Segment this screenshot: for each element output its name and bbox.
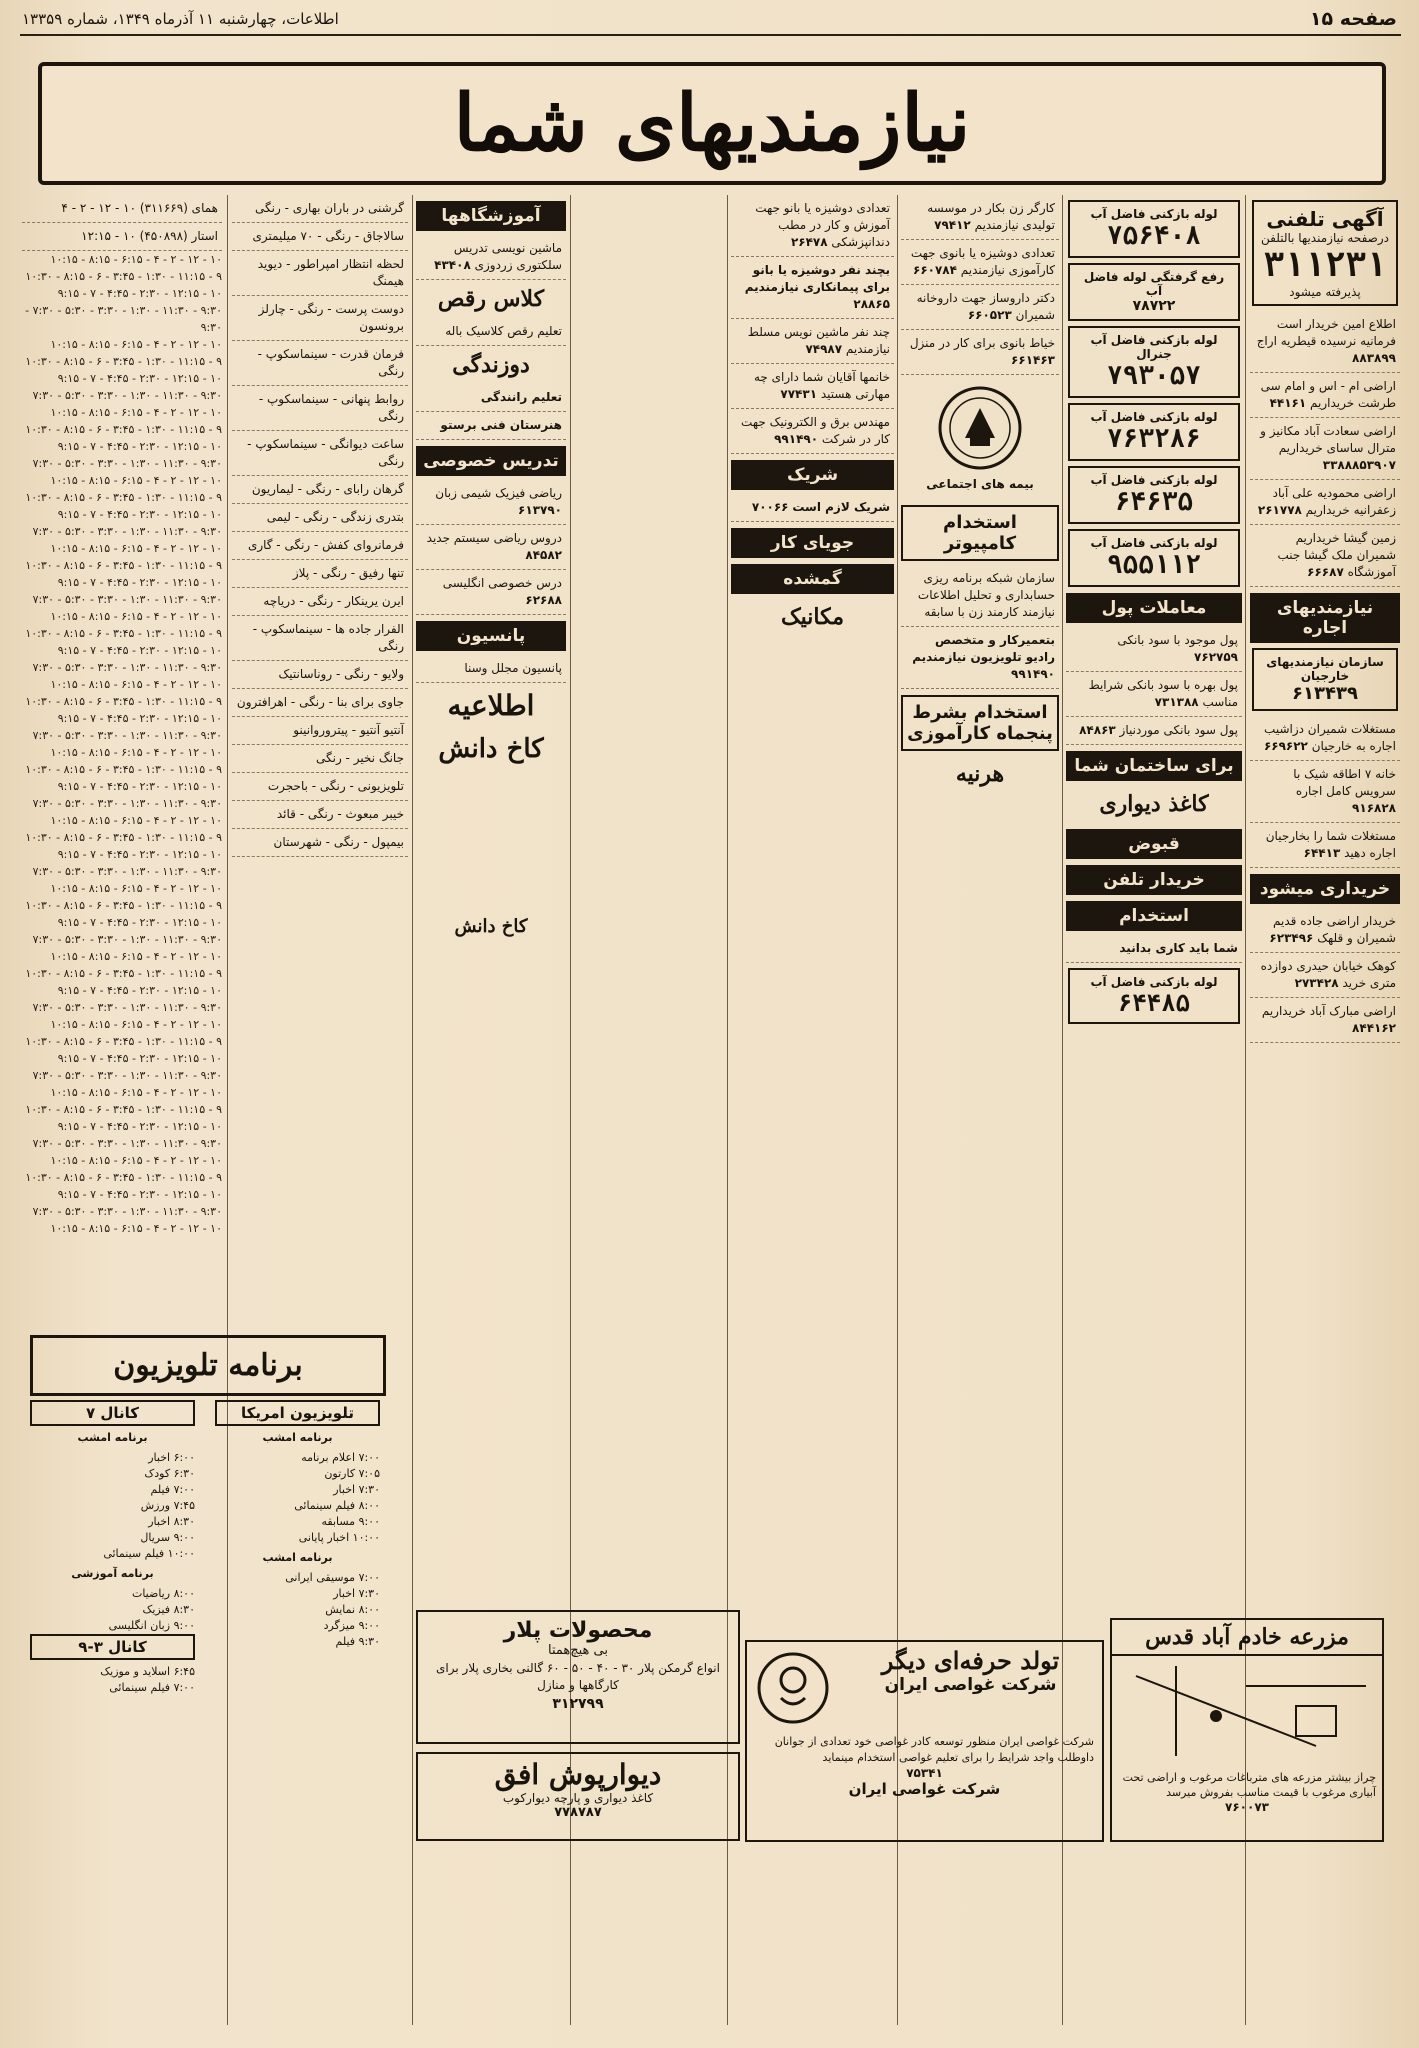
- column-employment-2: [731, 195, 894, 1605]
- cinema-listing: سالاجاق - رنگی - ۷۰ میلیمتری: [232, 223, 408, 251]
- notice-sub: کاخ دانش: [438, 734, 544, 764]
- classified-ad: بتعمیرکار و متخصص رادیو تلویزیون نیازمندیم ۹۹۱۴۹۰: [901, 627, 1059, 689]
- section-header-phone-buy: خریدار تلفن: [1066, 865, 1242, 895]
- farm-title: مزرعه خادم آباد قدس: [1112, 1620, 1382, 1656]
- classified-ad: تعلیم رقص کلاسیک باله: [416, 318, 566, 346]
- cinema-listing: بیمپول - رنگی - شهرستان: [232, 829, 408, 857]
- pipe-ad: رفع گرفتگی لوله فاضل آب ۷۸۷۲۲: [1068, 263, 1240, 321]
- classified-ad: شما باید کاری بدانید: [1066, 935, 1242, 963]
- rent-org-box: سازمان نیازمندیهای خارجیان ۶۱۳۴۳۹: [1252, 648, 1398, 711]
- pelar-ad: [416, 1610, 740, 1744]
- tv-col-ch7: کانال ۷ برنامه امشب ۶:۰۰ اخبار ۶:۳۰ کودک ۷:۰۰ فیلم ۷:۴۵ ورزش ۸:۳۰ اخبار ۹:۰۰ سریال ۱۰:۰۰ فیلم سینمائی برنامه آموزشی ۸:۰۰ ریاضیات ۸:۳۰ فیزیک ۹:۰۰ زبان انگلیسی کانال ۳-۹ ۶:۴۵ اسلاید و موزیک ۷:۰۰ فیلم سینمائی: [30, 1400, 195, 1830]
- pipe-ad: لوله بازکنی فاضل آب ۶۴۶۳۵: [1068, 466, 1240, 524]
- classified-ad: کوهک خیابان حیدری دوازده متری خرید ۲۷۳۴۲۸: [1250, 953, 1400, 998]
- cinema-listing: استار (۴۵۰۸۹۸) ۱۰ - ۱۲:۱۵: [22, 223, 222, 251]
- column-education: [416, 195, 566, 1695]
- farm-text: چراز بیشتر مزرعه های مترباغات مرغوب و اراضی تحت آبیاری مرغوب با قیمت مناسب بفروش میرسد: [1122, 1771, 1376, 1799]
- cinema-listing: روابط پنهانی - سینماسکوپ - رنگی: [232, 386, 408, 431]
- cinema-listing: جاوی برای بنا - رنگی - اهرافترون: [232, 689, 408, 717]
- column-cinema-left: [22, 195, 222, 1315]
- classified-ad: کارگر زن بکار در موسسه تولیدی نیازمندیم ۷۹۴۱۲: [901, 195, 1059, 240]
- afak-ad: [416, 1752, 740, 1841]
- banner-title: نیازمندیهای شما: [453, 78, 971, 169]
- classified-ad: خانمها آقایان شما دارای چه مهارتی هستید ۷۷۴۳۱: [731, 364, 894, 409]
- cinema-listing: تنها رفیق - رنگی - پلاز: [232, 560, 408, 588]
- section-header-partner: شریک: [731, 460, 894, 490]
- classified-ad: مستغلات شما را بخارجیان اجاره دهید ۶۴۴۱۳: [1250, 823, 1400, 868]
- cinema-listing: گرشنی در باران بهاری - رنگی: [232, 195, 408, 223]
- column-realestate: [1250, 195, 1400, 1605]
- classified-ad: تعلیم رانندگی: [416, 384, 566, 412]
- phone-number: ۳۱۱۲۳۱: [1263, 245, 1387, 285]
- classified-ad: خیاط بانوی برای کار در منزل ۶۶۱۴۶۳: [901, 330, 1059, 375]
- classified-ad: ماشین نویسی تدریس سلکتوری زردوزی ۴۳۴۰۸: [416, 235, 566, 280]
- cinema-listing: خیبر مبعوث - رنگی - قائد: [232, 801, 408, 829]
- page-number: صفحه ۱۵: [1309, 8, 1397, 30]
- cinema-listing: الفرار جاده ها - سینماسکوپ - رنگی: [232, 616, 408, 661]
- channel-us: تلویزیون امریکا: [215, 1400, 380, 1426]
- emblem-block: [901, 375, 1059, 499]
- classified-ad: پول موجود با سود بانکی ۷۶۲۷۵۹: [1066, 627, 1242, 672]
- hernia-title: هرنیه: [955, 761, 1005, 787]
- pelar-phone: ۳۱۲۷۹۹: [552, 1696, 604, 1712]
- cinema-listing: ولایو - رنگی - روناسانتیک: [232, 661, 408, 689]
- classified-ad: اطلاع امین خریدار است فرمانیه نرسیده قیطریه اراج ۸۸۳۸۹۹: [1250, 311, 1400, 373]
- farm-phone: ۷۶۰۰۷۳: [1225, 1800, 1269, 1814]
- hire2-title: استخدام بشرط پنجماه کارآموزی: [901, 695, 1059, 751]
- diving-phone: ۷۵۳۴۱: [906, 1766, 943, 1780]
- classified-ad: اراضی مبارک آباد خریداریم ۸۴۴۱۶۲: [1250, 998, 1400, 1043]
- section-header-private: تدریس خصوصی: [416, 446, 566, 476]
- section-header-building: برای ساختمان شما: [1066, 751, 1242, 781]
- cinema-listing: گرهان رابای - رنگی - لیماریون: [232, 476, 408, 504]
- classified-ad: پول بهره با سود بانکی شرایط مناسب ۷۳۱۳۸۸: [1066, 672, 1242, 717]
- notice-title: اطلاعیه: [447, 689, 535, 722]
- cinema-listing: ایرن یرینکار - رنگی - دریاچه: [232, 588, 408, 616]
- diving-title: تولد حرفه‌ای دیگر: [881, 1646, 1060, 1675]
- classified-ad: پانسیون مجلل وسنا: [416, 655, 566, 683]
- classified-ad: اراضی سعادت آباد مکانیز و مترال ساسای خریداریم ۳۳۸۸۸۵۳۹۰۷: [1250, 418, 1400, 480]
- classified-ad: ریاضی فیزیک شیمی زبان ۶۱۳۷۹۰: [416, 480, 566, 525]
- pipe-ad: لوله بازکنی فاضل آب ۷۵۶۴۰۸: [1068, 200, 1240, 258]
- classified-ad: هنرستان فنی برستو: [416, 412, 566, 440]
- cinema-listing: آنتیو آنتیو - پیتروروانینو: [232, 717, 408, 745]
- pipe-ad: لوله بازکنی فاضل آب ۹۵۵۱۱۲: [1068, 529, 1240, 587]
- tv-program-title: برنامه تلویزیون: [30, 1335, 386, 1396]
- classified-ad: خانه ۷ اطاقه شیک با سرویس کامل اجاره ۹۱۶۸۲۸: [1250, 761, 1400, 823]
- pipe-ad: لوله بازکنی فاضل آب ۶۴۴۸۵: [1068, 968, 1240, 1024]
- mechanic-title: مکانیک: [780, 604, 845, 630]
- farm-ad: [1110, 1618, 1384, 1842]
- tv-col-us: تلویزیون امریکا برنامه امشب ۷:۰۰ اعلام برنامه ۷:۰۵ کارتون ۷:۳۰ اخبار ۸:۰۰ فیلم سینمائی ۹:۰۰ مسابقه ۱۰:۰۰ اخبار پایانی برنامه امشب ۷:۰۰ موسیقی ایرانی ۷:۳۰ اخبار ۸:۰۰ نمایش ۹:۰۰ میزگرد ۹:۳۰ فیلم: [215, 1400, 380, 1830]
- pipe-ad: لوله بازکنی فاضل آب جنرال ۷۹۳۰۵۷: [1068, 326, 1240, 398]
- channel-3: کانال ۳-۹: [30, 1634, 195, 1660]
- section-header-pension: پانسیون: [416, 621, 566, 651]
- cinema-listing: فرمانروای کفش - رنگی - گاری: [232, 532, 408, 560]
- phone-box-title: آگهی تلفنی: [1266, 207, 1384, 231]
- column-rule: [570, 195, 571, 2025]
- section-header-buy: خریداری میشود: [1250, 874, 1400, 904]
- classified-ad: چند نفر ماشین نویس مسلط نیازمندیم ۷۴۹۸۷: [731, 319, 894, 364]
- column-employment-1: [901, 195, 1059, 1605]
- classified-ad: شریک لازم است ۷۰۰۶۶: [731, 494, 894, 522]
- issue-line: اطلاعات، چهارشنبه ۱۱ آذرماه ۱۳۴۹، شماره ۱۳۳۵۹: [22, 10, 339, 28]
- cinema-listing: تلویزیونی - رنگی - باحجرت: [232, 773, 408, 801]
- diving-ad: [745, 1640, 1104, 1842]
- classified-ad: اراضی ام - اس و امام سی طرشت خریداریم ۴۴۱۶۱: [1250, 373, 1400, 418]
- sewing-title: دوزندگی: [452, 352, 530, 378]
- emblem-caption: بیمه های اجتماعی: [926, 477, 1034, 491]
- phone-ad-box: [1252, 200, 1398, 306]
- section-header-lost: گمشده: [731, 564, 894, 594]
- column-rule: [727, 195, 728, 2025]
- diving-text: شرکت غواصی ایران منظور توسعه کادر غواصی خود تعدادی از جوانان داوطلب واجد شرایط را برای تعلیم غواصی استخدام مینماید: [774, 1735, 1094, 1764]
- classified-ad: پول سود بانکی موردنیاز ۸۴۸۶۳: [1066, 717, 1242, 745]
- diver-logo-icon: [753, 1648, 833, 1728]
- cinema-schedule-filler: ۱۰ - ۱۲ - ۲ - ۴ - ۶:۱۵ - ۸:۱۵ - ۱۰:۱۵ ۹ - ۱۱:۱۵ - ۱:۳۰ - ۳:۴۵ - ۶ - ۸:۱۵ - ۱۰:۳۰ ۱۰ - ۱۲:۱۵ - ۲:۳۰ - ۴:۴۵ - ۷ - ۹:۱۵ ۹:۳۰ - ۱۱:۳۰ - ۱:۳۰ - ۳:۳۰ - ۵:۳۰ - ۷:۳۰ - ۹:۳۰ ۱۰ - ۱۲ - ۲ - ۴ - ۶:۱۵ - ۸:۱۵ - ۱۰:۱۵ ۹ - ۱۱:۱۵ - ۱:۳۰ - ۳:۴۵ - ۶ - ۸:۱۵ - ۱۰:۳۰ ۱۰ - ۱۲:۱۵ - ۲:۳۰ - ۴:۴۵ - ۷ - ۹:۱۵ ۹:۳۰ - ۱۱:۳۰ - ۱:۳۰ - ۳:۳۰ - ۵:۳۰ - ۷:۳۰ ۱۰ - ۱۲ - ۲ - ۴ - ۶:۱۵ - ۸:۱۵ - ۱۰:۱۵ ۹ - ۱۱:۱۵ - ۱:۳۰ - ۳:۴۵ - ۶ - ۸:۱۵ - ۱۰:۳۰ ۱۰ - ۱۲:۱۵ - ۲:۳۰ - ۴:۴۵ - ۷ - ۹:۱۵ ۹:۳۰ - ۱۱:۳۰ - ۱:۳۰ - ۳:۳۰ - ۵:۳۰ - ۷:۳۰ ۱۰ - ۱۲ - ۲ - ۴ - ۶:۱۵ - ۸:۱۵ - ۱۰:۱۵ ۹ - ۱۱:۱۵ - ۱:۳۰ - ۳:۴۵ - ۶ - ۸:۱۵ - ۱۰:۳۰ ۱۰ - ۱۲:۱۵ - ۲:۳۰ - ۴:۴۵ - ۷ - ۹:۱۵ ۹:۳۰ - ۱۱:۳۰ - ۱:۳۰ - ۳:۳۰ - ۵:۳۰ - ۷:۳۰ ۱۰ - ۱۲ - ۲ - ۴ - ۶:۱۵ - ۸:۱۵ - ۱۰:۱۵ ۹ - ۱۱:۱۵ - ۱:۳۰ - ۳:۴۵ - ۶ - ۸:۱۵ - ۱۰:۳۰ ۱۰ - ۱۲:۱۵ - ۲:۳۰ - ۴:۴۵ - ۷ - ۹:۱۵ ۹:۳۰ - ۱۱:۳۰ - ۱:۳۰ - ۳:۳۰ - ۵:۳۰ - ۷:۳۰ ۱۰ - ۱۲ - ۲ - ۴ - ۶:۱۵ - ۸:۱۵ - ۱۰:۱۵ ۹ - ۱۱:۱۵ - ۱:۳۰ - ۳:۴۵ - ۶ - ۸:۱۵ - ۱۰:۳۰ ۱۰ - ۱۲:۱۵ - ۲:۳۰ - ۴:۴۵ - ۷ - ۹:۱۵ ۹:۳۰ - ۱۱:۳۰ - ۱:۳۰ - ۳:۳۰ - ۵:۳۰ - ۷:۳۰ ۱۰ - ۱۲ - ۲ - ۴ - ۶:۱۵ - ۸:۱۵ - ۱۰:۱۵ ۹ - ۱۱:۱۵ - ۱:۳۰ - ۳:۴۵ - ۶ - ۸:۱۵ - ۱۰:۳۰ ۱۰ - ۱۲:۱۵ - ۲:۳۰ - ۴:۴۵ - ۷ - ۹:۱۵ ۹:۳۰ - ۱۱:۳۰ - ۱:۳۰ - ۳:۳۰ - ۵:۳۰ - ۷:۳۰ ۱۰ - ۱۲ - ۲ - ۴ - ۶:۱۵ - ۸:۱۵ - ۱۰:۱۵ ۹ - ۱۱:۱۵ - ۱:۳۰ - ۳:۴۵ - ۶ - ۸:۱۵ - ۱۰:۳۰ ۱۰ - ۱۲:۱۵ - ۲:۳۰ - ۴:۴۵ - ۷ - ۹:۱۵ ۹:۳۰ - ۱۱:۳۰ - ۱:۳۰ - ۳:۳۰ - ۵:۳۰ - ۷:۳۰ ۱۰ - ۱۲ - ۲ - ۴ - ۶:۱۵ - ۸:۱۵ - ۱۰:۱۵ ۹ - ۱۱:۱۵ - ۱:۳۰ - ۳:۴۵ - ۶ - ۸:۱۵ - ۱۰:۳۰ ۱۰ - ۱۲:۱۵ - ۲:۳۰ - ۴:۴۵ - ۷ - ۹:۱۵ ۹:۳۰ - ۱۱:۳۰ - ۱:۳۰ - ۳:۳۰ - ۵:۳۰ - ۷:۳۰ ۱۰ - ۱۲ - ۲ - ۴ - ۶:۱۵ - ۸:۱۵ - ۱۰:۱۵ ۹ - ۱۱:۱۵ - ۱:۳۰ - ۳:۴۵ - ۶ - ۸:۱۵ - ۱۰:۳۰ ۱۰ - ۱۲:۱۵ - ۲:۳۰ - ۴:۴۵ - ۷ - ۹:۱۵ ۹:۳۰ - ۱۱:۳۰ - ۱:۳۰ - ۳:۳۰ - ۵:۳۰ - ۷:۳۰ ۱۰ - ۱۲ - ۲ - ۴ - ۶:۱۵ - ۸:۱۵ - ۱۰:۱۵ ۹ - ۱۱:۱۵ - ۱:۳۰ - ۳:۴۵ - ۶ - ۸:۱۵ - ۱۰:۳۰ ۱۰ - ۱۲:۱۵ - ۲:۳۰ - ۴:۴۵ - ۷ - ۹:۱۵ ۹:۳۰ - ۱۱:۳۰ - ۱:۳۰ - ۳:۳۰ - ۵:۳۰ - ۷:۳۰ ۱۰ - ۱۲ - ۲ - ۴ - ۶:۱۵ - ۸:۱۵ - ۱۰:۱۵ ۹ - ۱۱:۱۵ - ۱:۳۰ - ۳:۴۵ - ۶ - ۸:۱۵ - ۱۰:۳۰ ۱۰ - ۱۲:۱۵ - ۲:۳۰ - ۴:۴۵ - ۷ - ۹:۱۵ ۹:۳۰ - ۱۱:۳۰ - ۱:۳۰ - ۳:۳۰ - ۵:۳۰ - ۷:۳۰ ۱۰ - ۱۲ - ۲ - ۴ - ۶:۱۵ - ۸:۱۵ - ۱۰:۱۵ ۹ - ۱۱:۱۵ - ۱:۳۰ - ۳:۴۵ - ۶ - ۸:۱۵ - ۱۰:۳۰ ۱۰ - ۱۲:۱۵ - ۲:۳۰ - ۴:۴۵ - ۷ - ۹:۱۵ ۹:۳۰ - ۱۱:۳۰ - ۱:۳۰ - ۳:۳۰ - ۵:۳۰ - ۷:۳۰ ۱۰ - ۱۲ - ۲ - ۴ - ۶:۱۵ - ۸:۱۵ - ۱۰:۱۵ ۹ - ۱۱:۱۵ - ۱:۳۰ - ۳:۴۵ - ۶ - ۸:۱۵ - ۱۰:۳۰ ۱۰ - ۱۲:۱۵ - ۲:۳۰ - ۴:۴۵ - ۷ - ۹:۱۵ ۹:۳۰ - ۱۱:۳۰ - ۱:۳۰ - ۳:۳۰ - ۵:۳۰ - ۷:۳۰ ۱۰ - ۱۲ - ۲ - ۴ - ۶:۱۵ - ۸:۱۵ - ۱۰:۱۵: [25, 253, 222, 1235]
- diving-company: شرکت غواصی ایران: [884, 1675, 1057, 1695]
- classified-ad: زمین گیشا خریداریم شمیران ملک گیشا جنب آموزشگاه ۶۶۶۸۷: [1250, 525, 1400, 587]
- classified-ad: مهندس برق و الکترونیک جهت کار در شرکت ۹۹۱۴۹۰: [731, 409, 894, 454]
- classified-ad: بچند نفر دوشیزه یا بانو برای پیمانکاری نیازمندیم ۲۸۸۶۵: [731, 257, 894, 319]
- afak-phone: ۷۷۸۷۸۷: [554, 1805, 602, 1820]
- cinema-listing: فرمان قدرت - سینماسکوپ - رنگی: [232, 341, 408, 386]
- channel-7: کانال ۷: [30, 1400, 195, 1426]
- header-rule: [20, 34, 1401, 36]
- hire-title: استخدام کامپیوتر: [901, 505, 1059, 561]
- classified-ad: سازمان شبکه برنامه ریزی حسابداری و تحلیل اطلاعات نیازمند کارمند زن با سابقه: [901, 565, 1059, 627]
- cinema-listing: همای (۳۱۱۶۶۹) ۱۰ - ۱۲ - ۲ - ۴: [22, 195, 222, 223]
- classified-ad: درس خصوصی انگلیسی ۶۲۶۸۸: [416, 570, 566, 615]
- pelar-title: محصولات پلار: [503, 1618, 653, 1643]
- cinema-listing: دوست پرست - رنگی - چارلز برونسون: [232, 296, 408, 341]
- section-banner: [38, 62, 1386, 185]
- section-header-schools: آموزشگاهها: [416, 201, 566, 231]
- classified-ad: تعدادی دوشیزه یا بانو جهت آموزش و کار در مطب دندانپزشکی ۲۶۴۷۸: [731, 195, 894, 257]
- cinema-listing: لحظه انتظار امپراطور - دیوید هیمنگ: [232, 251, 408, 296]
- section-header-job-seeker: جویای کار: [731, 528, 894, 558]
- building-ad: کاغذ دیواری: [1099, 791, 1209, 817]
- section-header-money: معاملات پول: [1066, 593, 1242, 623]
- diving-footer: شرکت غواصی ایران: [848, 1780, 1001, 1798]
- pelar-sub: بی هیچ‌همتا: [547, 1643, 608, 1658]
- insurance-emblem-icon: [935, 383, 1025, 473]
- cinema-listing: بتدری زندگی - رنگی - لیمی: [232, 504, 408, 532]
- column-services: [1066, 195, 1242, 1605]
- classified-ad: تعدادی دوشیزه یا بانوی جهت کارآموزی نیازمندیم ۶۶۰۷۸۴: [901, 240, 1059, 285]
- pelar-text: انواع گرمکن پلار ۳۰ - ۴۰ - ۵۰ - ۶۰ گالنی بخاری پلار برای کارگاهها و منازل: [436, 1661, 720, 1692]
- cinema-listing: ساعت دیوانگی - سینماسکوپ - رنگی: [232, 431, 408, 476]
- phone-box-note: پذیرفته میشود: [1289, 285, 1361, 299]
- dance-title: کلاس رقص: [437, 286, 545, 312]
- section-header-receipt: قبوض: [1066, 829, 1242, 859]
- phone-box-sub: درصفحه نیازمندیها بالتلفن: [1261, 231, 1389, 245]
- notice-footer: کاخ دانش: [454, 916, 528, 937]
- pipe-ad: لوله بازکنی فاضل آب ۷۶۳۲۸۶: [1068, 403, 1240, 461]
- classified-ad: دکتر داروساز جهت داروخانه شمیران ۶۶۰۵۲۳: [901, 285, 1059, 330]
- column-rule: [412, 195, 413, 2025]
- section-header-hire: استخدام: [1066, 901, 1242, 931]
- classified-ad: مستغلات شمیران دزاشیب اجاره به خارجیان ۶۶۹۶۲۲: [1250, 716, 1400, 761]
- section-header-rent: نیازمندیهای اجاره: [1250, 593, 1400, 643]
- classified-ad: اراضی محمودیه علی آباد زعفرانیه خریداریم ۲۶۱۷۷۸: [1250, 480, 1400, 525]
- farm-map-icon: [1116, 1656, 1382, 1766]
- classified-ad: خریدار اراضی جاده قدیم شمیران و قلهک ۶۲۳۴۹۶: [1250, 908, 1400, 953]
- afak-title: دیوارپوش افق: [494, 1758, 662, 1791]
- afak-sub: کاغذ دیواری و پارچه دیوارکوب: [502, 1791, 654, 1805]
- cinema-listing: جانگ نخیر - رنگی: [232, 745, 408, 773]
- classified-ad: دروس ریاضی سیستم جدید ۸۴۵۸۲: [416, 525, 566, 570]
